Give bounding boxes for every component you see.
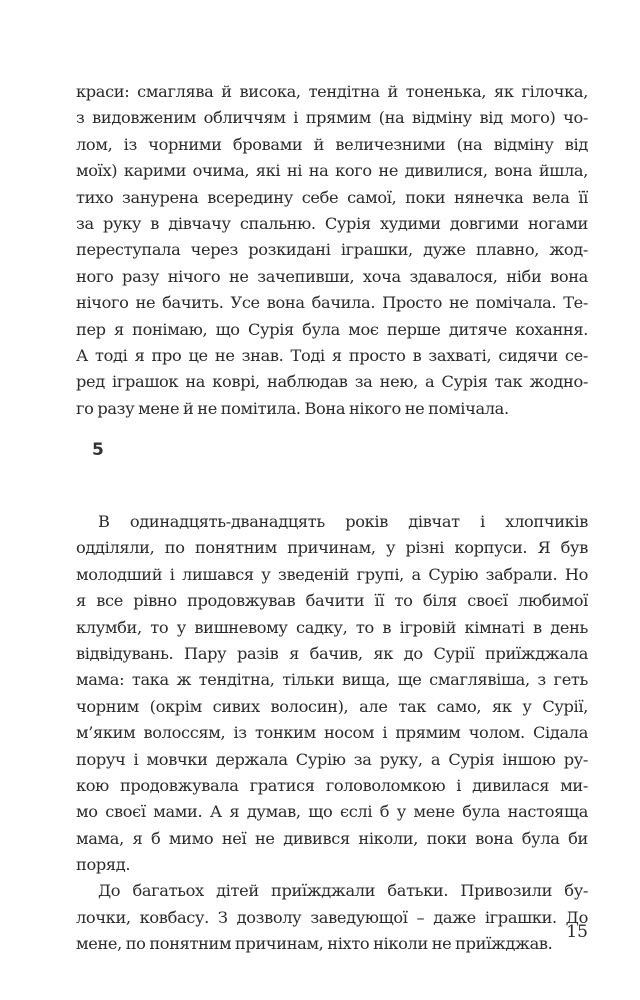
text-line: мама: така ж тендітна, тільки вища, ще смаглявіша, з геть — [76, 670, 588, 690]
text-line: за руку в дівчачу спальню. Сурія худими довгими ногами — [76, 213, 588, 233]
text-line: клумби, то у вишневому садку, то в ігровій кімнаті в день — [76, 617, 588, 637]
text-line: відвідувань. Пару разів я бачив, як до Сурії приїжджала — [76, 643, 588, 663]
text-line: поруч і мовчки держала Сурію за руку, а Сурія іншою ру- — [76, 749, 588, 769]
text-line: мама, я б мимо неї не дивився ніколи, поки вона була би — [76, 828, 588, 848]
text-line: переступала через розкидані іграшки, дуже плавно, жод- — [76, 240, 588, 260]
text-line: В одинадцять-дванадцять років дівчат і хлопчиків — [98, 512, 588, 531]
text-line: мене, по понятним причинам, ніхто ніколи не приїжджав. — [76, 934, 553, 954]
text-line: з видовженим обличчям і прямим (на відміну від мого) чо- — [76, 108, 588, 128]
text-line: До багатьох дітей приїжджали батьки. Привозили бу- — [98, 881, 588, 901]
text-line: лом, із чорними бровами й величезними (на відміну від — [76, 134, 588, 154]
text-line: ред іграшок на коврі, наблюдав за нею, а Сурія так жодно- — [76, 372, 588, 392]
text-line: я все рівно продовжував бачити її то біля своєї любимої — [76, 591, 588, 611]
text-line: ного разу нічого не зачепивши, хоча здавалося, ніби вона — [76, 266, 588, 286]
text-line: пер я понімаю, що Сурія була моє перше дитяче кохання. — [76, 319, 588, 339]
text-line: чорним (окрім сивих волосин), але так само, як у Сурії, — [76, 696, 588, 716]
text-line: лочки, ковбасу. З дозволу заведующої – даже іграшки. До — [76, 907, 588, 927]
page-number: 15 — [566, 922, 588, 942]
text-line: молодший і лишався у зведеній групі, а Сурію забрали. Но — [76, 564, 588, 584]
text-line: м’яким волоссям, із тонким носом і прямим чолом. Сідала — [76, 723, 588, 743]
text-line: моїх) карими очима, які ні на кого не дивилися, вона йшла, — [76, 161, 588, 181]
text-line: тихо занурена всередину себе самої, поки нянечка вела її — [76, 187, 588, 207]
text-line: нічого не бачить. Усе вона бачила. Просто не помічала. Те- — [76, 293, 588, 313]
text-line: А тоді я про це не знав. Тоді я просто в захваті, сидячи се- — [76, 345, 588, 365]
text-line: кою продовжувала гратися головоломкою і дивилася ми- — [76, 775, 588, 795]
paragraph-2 — [76, 509, 588, 958]
paragraph-1 — [76, 79, 588, 422]
text-line: мо своєї мами. А я думав, що єслі б у мене була настояща — [76, 802, 588, 822]
text-line: краси: смаглява й висока, тендітна й тоненька, як гілочка, — [76, 82, 588, 101]
text-line: го разу мене й не помітила. Вона нікого не помічала. — [76, 398, 509, 418]
section-number: 5 — [92, 440, 104, 460]
text-line: одділяли, по понятним причинам, у різні корпуси. Я був — [76, 538, 588, 558]
text-line: поряд. — [76, 855, 131, 875]
